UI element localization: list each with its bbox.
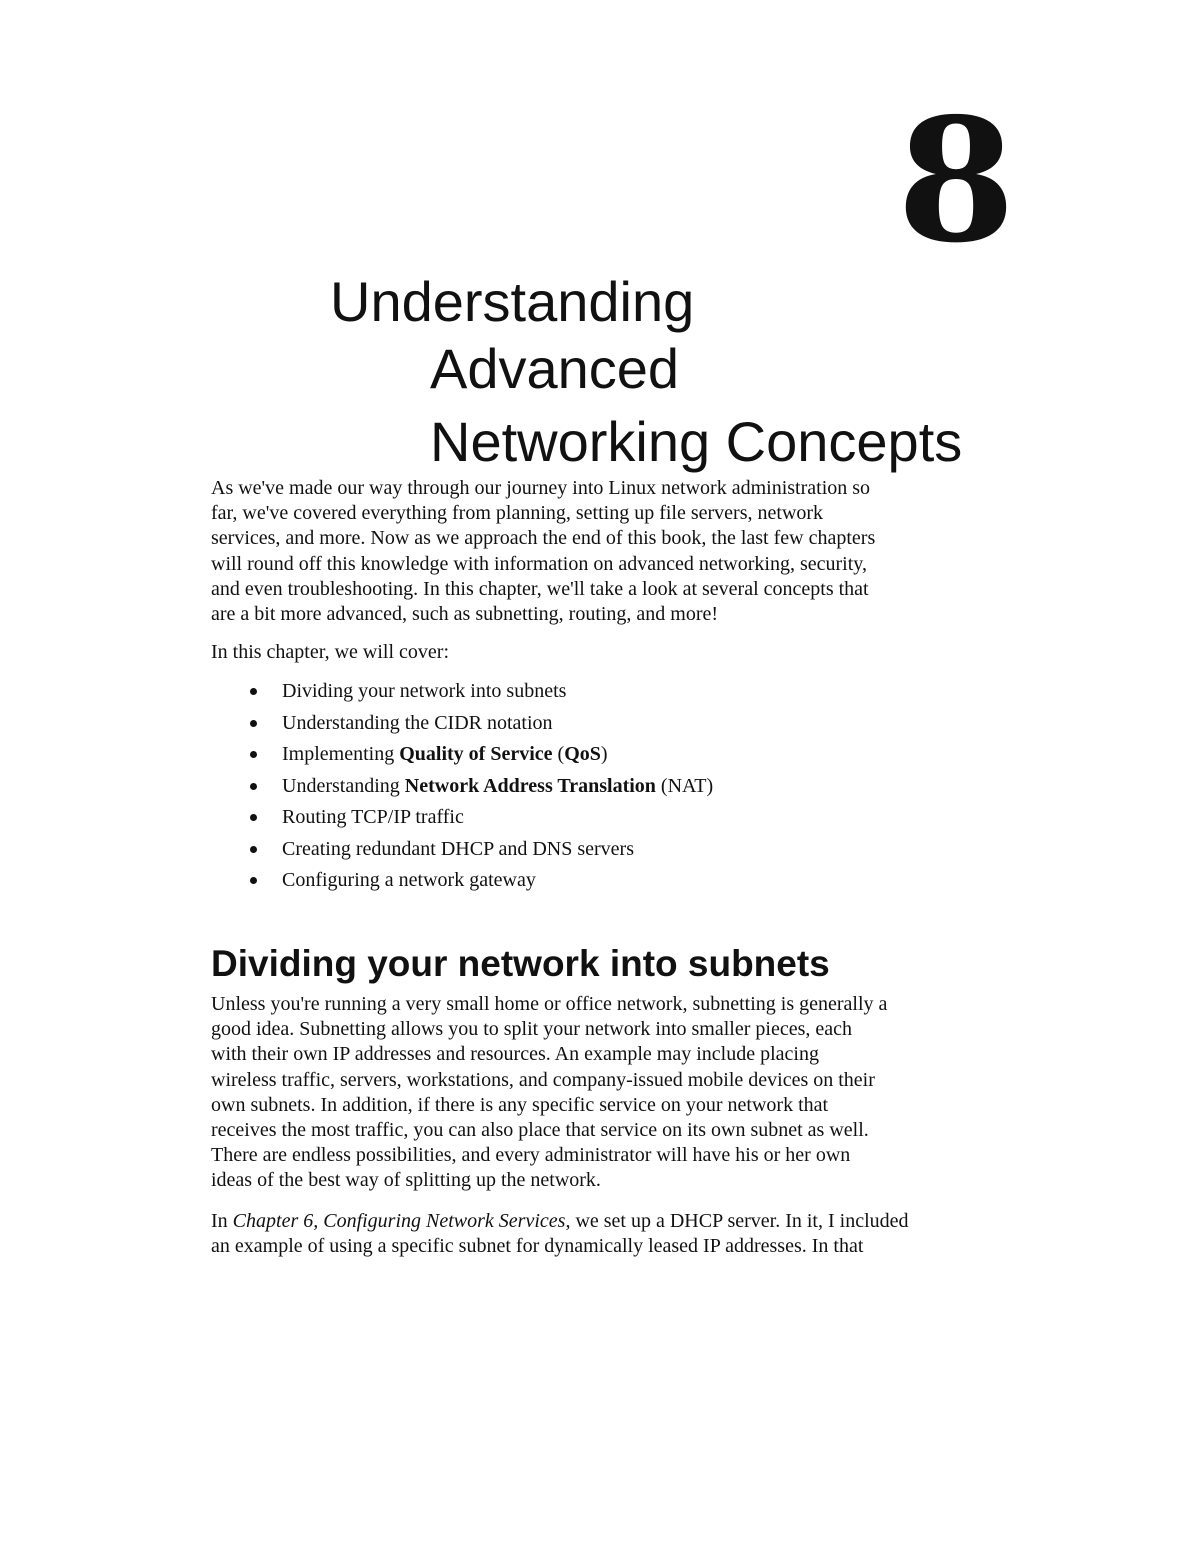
topic-list-item: Understanding the CIDR notation bbox=[246, 710, 713, 742]
chapter-number: 8 bbox=[897, 81, 1016, 281]
chapter-6-line: an example of using a specific subnet for dynamically leased IP addresses. In that bbox=[211, 1235, 864, 1258]
bullet-icon bbox=[250, 783, 257, 790]
bullet-icon bbox=[250, 720, 257, 727]
chapter-title-line-3: Networking Concepts bbox=[430, 410, 963, 473]
bullet-icon bbox=[250, 688, 257, 695]
subnet-line: ideas of the best way of splitting up the network. bbox=[211, 1169, 601, 1192]
intro-paragraph bbox=[211, 476, 996, 627]
topic-list-item: Configuring a network gateway bbox=[246, 867, 713, 899]
intro-line: will round off this knowledge with information on advanced networking, security, bbox=[211, 552, 867, 575]
chapter-6-paragraph bbox=[211, 1209, 996, 1259]
bullet-icon bbox=[250, 751, 257, 758]
topic-list-item: Implementing Quality of Service (QoS) bbox=[246, 741, 713, 773]
subnet-line: with their own IP addresses and resources. An example may include placing bbox=[211, 1043, 819, 1066]
bullet-icon bbox=[250, 846, 257, 853]
intro-line: and even troubleshooting. In this chapter, we'll take a look at several concepts that bbox=[211, 577, 869, 600]
subnet-paragraph bbox=[211, 992, 996, 1194]
bullet-icon bbox=[250, 877, 257, 884]
topic-list bbox=[246, 678, 713, 899]
subnet-line: receives the most traffic, you can also place that service on its own subnet as well. bbox=[211, 1119, 869, 1142]
chapter-title-line-1: Understanding bbox=[330, 270, 695, 333]
intro-line: As we've made our way through our journey into Linux network administration so bbox=[211, 477, 871, 499]
subnet-line: wireless traffic, servers, workstations, and company-issued mobile devices on their bbox=[211, 1068, 875, 1091]
cover-intro-paragraph: In this chapter, we will cover: bbox=[211, 641, 450, 663]
subnet-line: There are endless possibilities, and every administrator will have his or her own bbox=[211, 1144, 851, 1167]
intro-line: services, and more. Now as we approach the end of this book, the last few chapters bbox=[211, 527, 876, 550]
chapter-title-line-2: Advanced bbox=[430, 337, 680, 400]
section-heading: Dividing your network into subnets bbox=[211, 943, 830, 984]
subnet-line: own subnets. In addition, if there is any specific service on your network that bbox=[211, 1093, 829, 1116]
topic-list-item: Creating redundant DHCP and DNS servers bbox=[246, 836, 713, 868]
intro-line: are a bit more advanced, such as subnetting, routing, and more! bbox=[211, 603, 719, 626]
subnet-line: good idea. Subnetting allows you to split your network into smaller pieces, each bbox=[211, 1018, 852, 1041]
bullet-icon bbox=[250, 814, 257, 821]
chapter-reference: Chapter 6, Configuring Network Services bbox=[232, 1210, 566, 1232]
topic-list-item: Understanding Network Address Translation (NAT) bbox=[246, 773, 713, 805]
topic-list-item: Routing TCP/IP traffic bbox=[246, 804, 713, 836]
intro-line: far, we've covered everything from planning, setting up file servers, network bbox=[211, 502, 824, 525]
chapter-6-line: In Chapter 6, Configuring Network Services, we set up a DHCP server. In it, I included bbox=[211, 1210, 909, 1232]
topic-list-item: Dividing your network into subnets bbox=[246, 678, 713, 710]
subnet-line: Unless you're running a very small home or office network, subnetting is generally a bbox=[211, 993, 888, 1015]
